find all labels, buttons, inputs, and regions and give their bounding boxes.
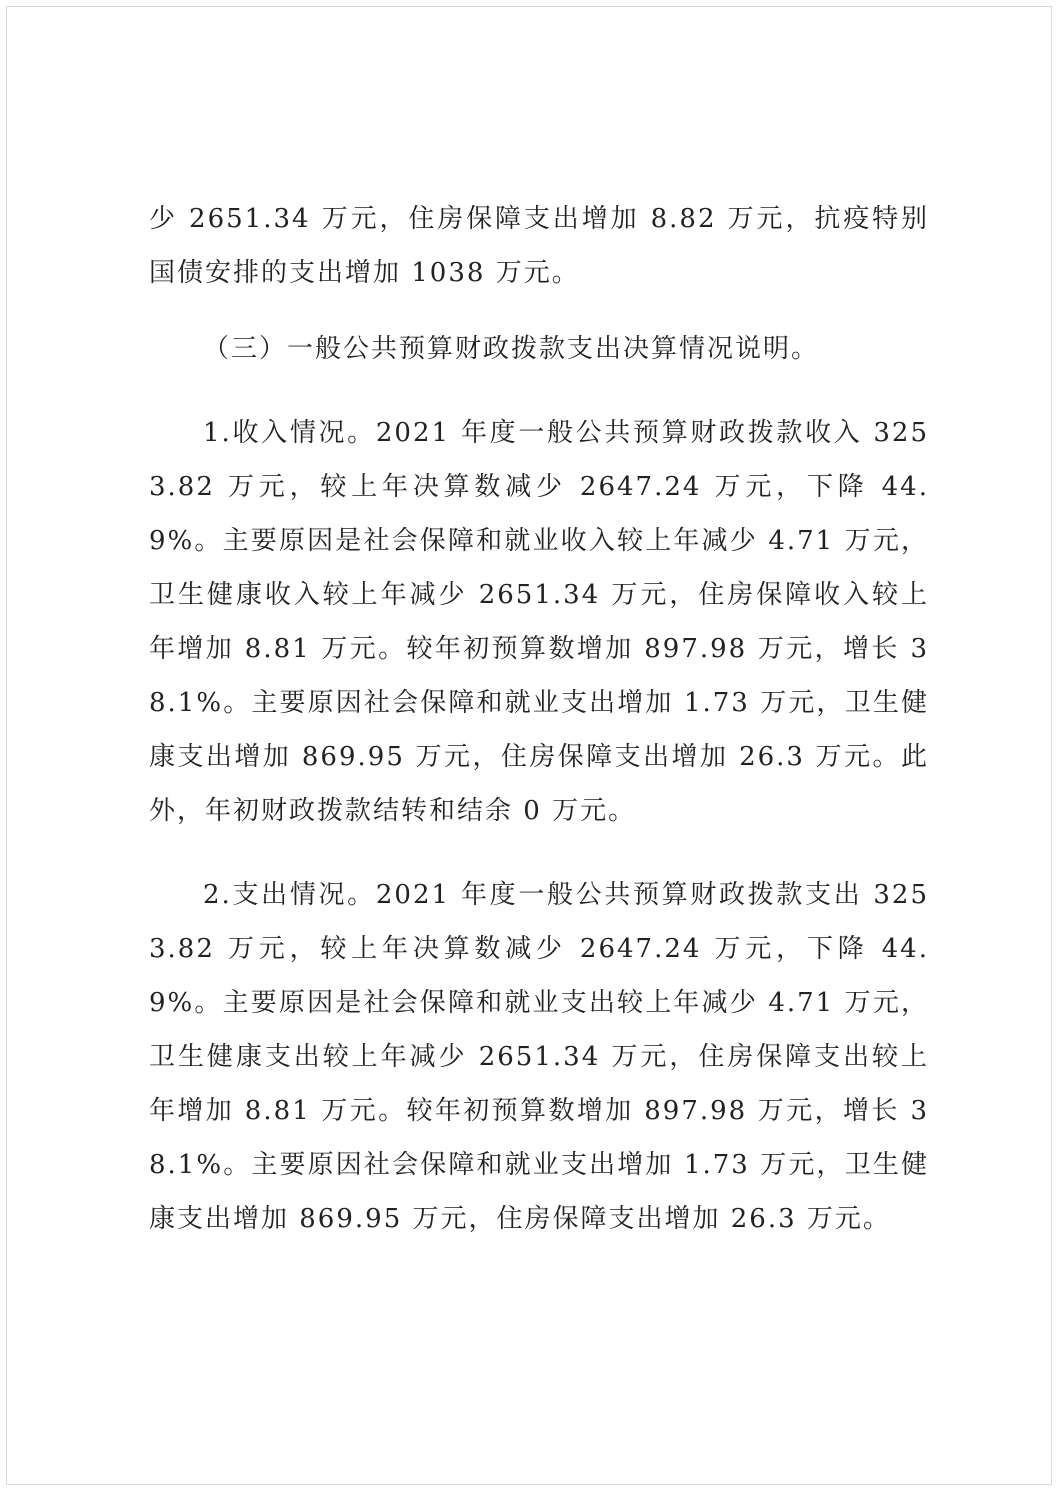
- document-body: [149, 192, 929, 1246]
- paragraph-gap: [149, 300, 929, 322]
- section-heading: （三）一般公共预算财政拨款支出决算情况说明。: [203, 334, 820, 364]
- paragraph-income: 1.收入情况。2021 年度一般公共预算财政拨款收入 3253.82 万元，较上年决算数减少 2647.24 万元，下降 44.9%。主要原因是社会保障和就业收入较上年减少 4.71 万元，卫生健康收入较上年减少 2651.34 万元，住房保障收入较上年增加 8.81 万元。较年初预算数增加 897.98 万元，增长 38.1%。主要原因社会保障和就业支出增加 1.73 万元，卫生健康支出增加 869.95 万元，住房保障支出增加 26.3 万元。此外，年初财政拨款结转和结余 0 万元。: [149, 418, 929, 826]
- paragraph-gap: [149, 838, 929, 868]
- paragraph-continuation: 少 2651.34 万元，住房保障支出增加 8.82 万元，抗疫特别国债安排的支出增加 1038 万元。: [149, 204, 929, 288]
- paragraph-expenditure: 2.支出情况。2021 年度一般公共预算财政拨款支出 3253.82 万元，较上年决算数减少 2647.24 万元，下降 44.9%。主要原因是社会保障和就业支出较上年减少 4.71 万元，卫生健康支出较上年减少 2651.34 万元，住房保障支出较上年增加 8.81 万元。较年初预算数增加 897.98 万元，增长 38.1%。主要原因社会保障和就业支出增加 1.73 万元，卫生健康支出增加 869.95 万元，住房保障支出增加 26.3 万元。: [149, 880, 929, 1234]
- document-page: [6, 6, 1052, 1485]
- paragraph-gap: [149, 376, 929, 406]
